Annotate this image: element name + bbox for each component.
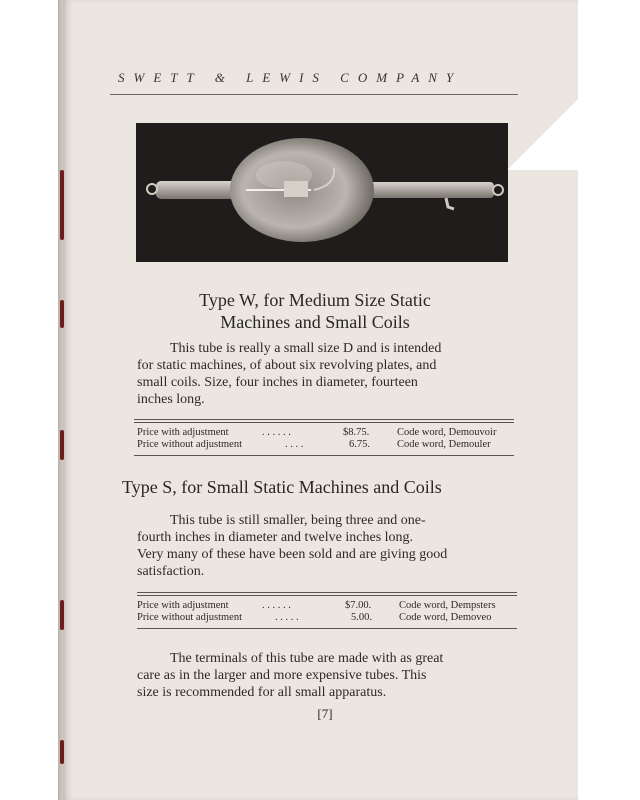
description-line: small coils. Size, four inches in diameter, fourteen — [137, 375, 418, 390]
closing-line: care as in the larger and more expensive tubes. This — [137, 668, 427, 683]
price-leader: . . . . . . — [262, 600, 291, 611]
binding-mark — [60, 600, 64, 630]
code-word: Code word, Dempsters — [399, 600, 496, 611]
price-row — [137, 600, 517, 612]
header-rule — [110, 94, 518, 95]
closing-line: The terminals of this tube are made with as great — [170, 651, 444, 666]
description-line: fourth inches in diameter and twelve inches long. — [137, 530, 414, 545]
price-leader: . . . . . . — [262, 427, 291, 438]
description-line: for static machines, of about six revolving plates, and — [137, 358, 437, 373]
closing-paragraph — [137, 650, 514, 701]
binding-mark — [60, 300, 64, 328]
price-label: Price without adjustment — [137, 612, 242, 623]
price-label: Price with adjustment — [137, 600, 229, 611]
type-s-description — [137, 512, 514, 580]
type-w-heading-line: Type W, for Medium Size Static — [199, 290, 431, 310]
description-line: Very many of these have been sold and are giving good — [137, 547, 448, 562]
binding-mark — [60, 740, 64, 764]
price-value: 5.00. — [351, 612, 372, 623]
price-table-rule — [134, 455, 514, 456]
running-head: SWETT & LEWIS COMPANY — [118, 70, 463, 85]
price-label: Price without adjustment — [137, 439, 242, 450]
price-table-rule — [137, 628, 517, 629]
price-value: $7.00. — [345, 600, 372, 611]
type-w-heading — [120, 289, 510, 333]
price-row — [137, 427, 517, 439]
type-w-description — [137, 340, 514, 408]
price-row — [137, 612, 517, 624]
code-word: Code word, Demouvoir — [397, 427, 497, 438]
price-value: $8.75. — [343, 427, 370, 438]
description-line: This tube is still smaller, being three and one- — [170, 513, 426, 528]
code-word: Code word, Demoveo — [399, 612, 492, 623]
price-table-rule — [134, 419, 514, 420]
price-table-rule — [134, 422, 514, 423]
price-label: Price with adjustment — [137, 427, 229, 438]
price-leader: . . . . — [285, 439, 304, 450]
type-w-heading-line: Machines and Small Coils — [220, 312, 410, 332]
type-s-heading: Type S, for Small Static Machines and Coils — [122, 477, 442, 497]
description-line: This tube is really a small size D and is intended — [170, 341, 442, 356]
page-number: [7] — [317, 706, 333, 721]
binding-mark — [60, 430, 64, 460]
closing-line: size is recommended for all small apparatus. — [137, 685, 387, 700]
binding-mark — [60, 170, 64, 240]
price-leader: . . . . . — [275, 612, 299, 623]
description-line: satisfaction. — [137, 564, 205, 579]
description-line: inches long. — [137, 392, 205, 407]
price-row — [137, 439, 517, 451]
price-table-rule — [137, 592, 517, 593]
price-table-rule — [137, 595, 517, 596]
price-value: 6.75. — [349, 439, 370, 450]
code-word: Code word, Demouler — [397, 439, 491, 450]
page-corner-fold — [505, 100, 579, 170]
x-ray-tube-photograph — [136, 123, 508, 262]
